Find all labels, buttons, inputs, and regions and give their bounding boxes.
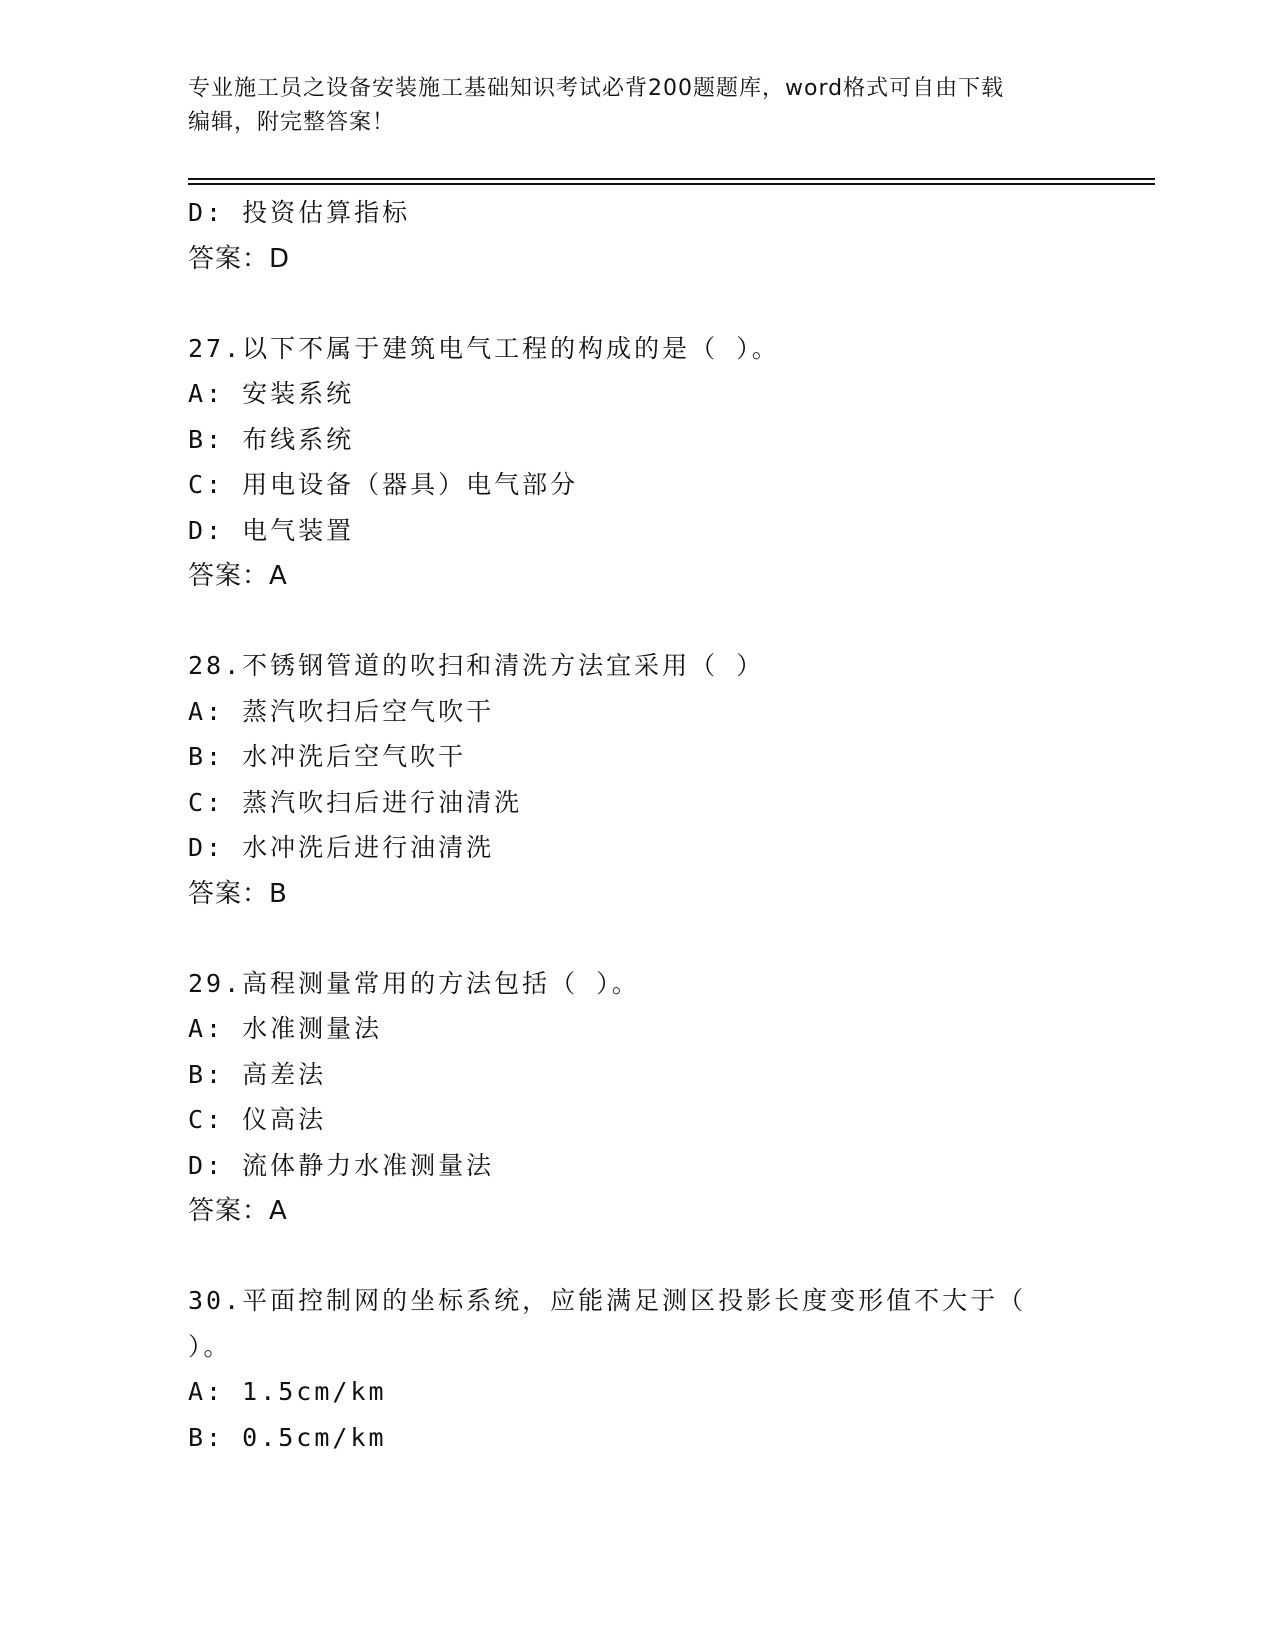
header-title-line-1: 专业施工员之设备安装施工基础知识考试必背200题题库，word格式可自由下载 (188, 76, 1005, 101)
option-c: C: 用电设备（器具）电气部分 (188, 470, 579, 499)
answer-label: 答案：A (188, 1196, 288, 1226)
option-b: B: 高差法 (188, 1059, 327, 1089)
option-a: A: 蒸汽吹扫后空气吹干 (188, 696, 495, 726)
option-b: B: 0.5cm/km (188, 1422, 387, 1452)
question-29 (188, 961, 1148, 1235)
header-title-line-2: 编辑，附完整答案！ (188, 110, 396, 135)
question-text: 29.高程测量常用的方法包括（ ）。 (188, 968, 640, 998)
question-text: 28.不锈钢管道的吹扫和清洗方法宜采用（ ） (188, 651, 765, 680)
answer-label: 答案：D (188, 243, 291, 274)
header-divider-bottom (188, 183, 1155, 185)
answer-label: 答案：B (188, 878, 288, 909)
option-d: D: 电气装置 (188, 515, 355, 545)
question-list (188, 190, 1148, 1460)
answer-label: 答案：A (188, 561, 288, 591)
document-header (188, 72, 1088, 140)
option-c: C: 蒸汽吹扫后进行油清洗 (188, 787, 523, 817)
option-c: C: 仪高法 (188, 1105, 327, 1134)
question-28 (188, 643, 1148, 917)
option-a: A: 1.5cm/km (188, 1377, 387, 1406)
option-d: D: 水冲洗后进行油清洗 (188, 833, 495, 862)
question-text-line-1: 30.平面控制网的坐标系统，应能满足测区投影长度变形值不大于（ (188, 1286, 1027, 1315)
question-30 (188, 1278, 1148, 1460)
option-b: B: 布线系统 (188, 424, 355, 454)
option-d: D: 投资估算指标 (188, 198, 411, 227)
option-a: A: 水准测量法 (188, 1014, 383, 1043)
option-a: A: 安装系统 (188, 379, 355, 408)
question-text: 27.以下不属于建筑电气工程的构成的是（ ）。 (188, 333, 780, 363)
header-divider-top (188, 178, 1155, 180)
question-text-line-2: ）。 (188, 1331, 232, 1361)
question-27 (188, 326, 1148, 600)
option-b: B: 水冲洗后空气吹干 (188, 742, 467, 771)
option-d: D: 流体静力水准测量法 (188, 1150, 495, 1180)
question-26-tail (188, 190, 1148, 282)
